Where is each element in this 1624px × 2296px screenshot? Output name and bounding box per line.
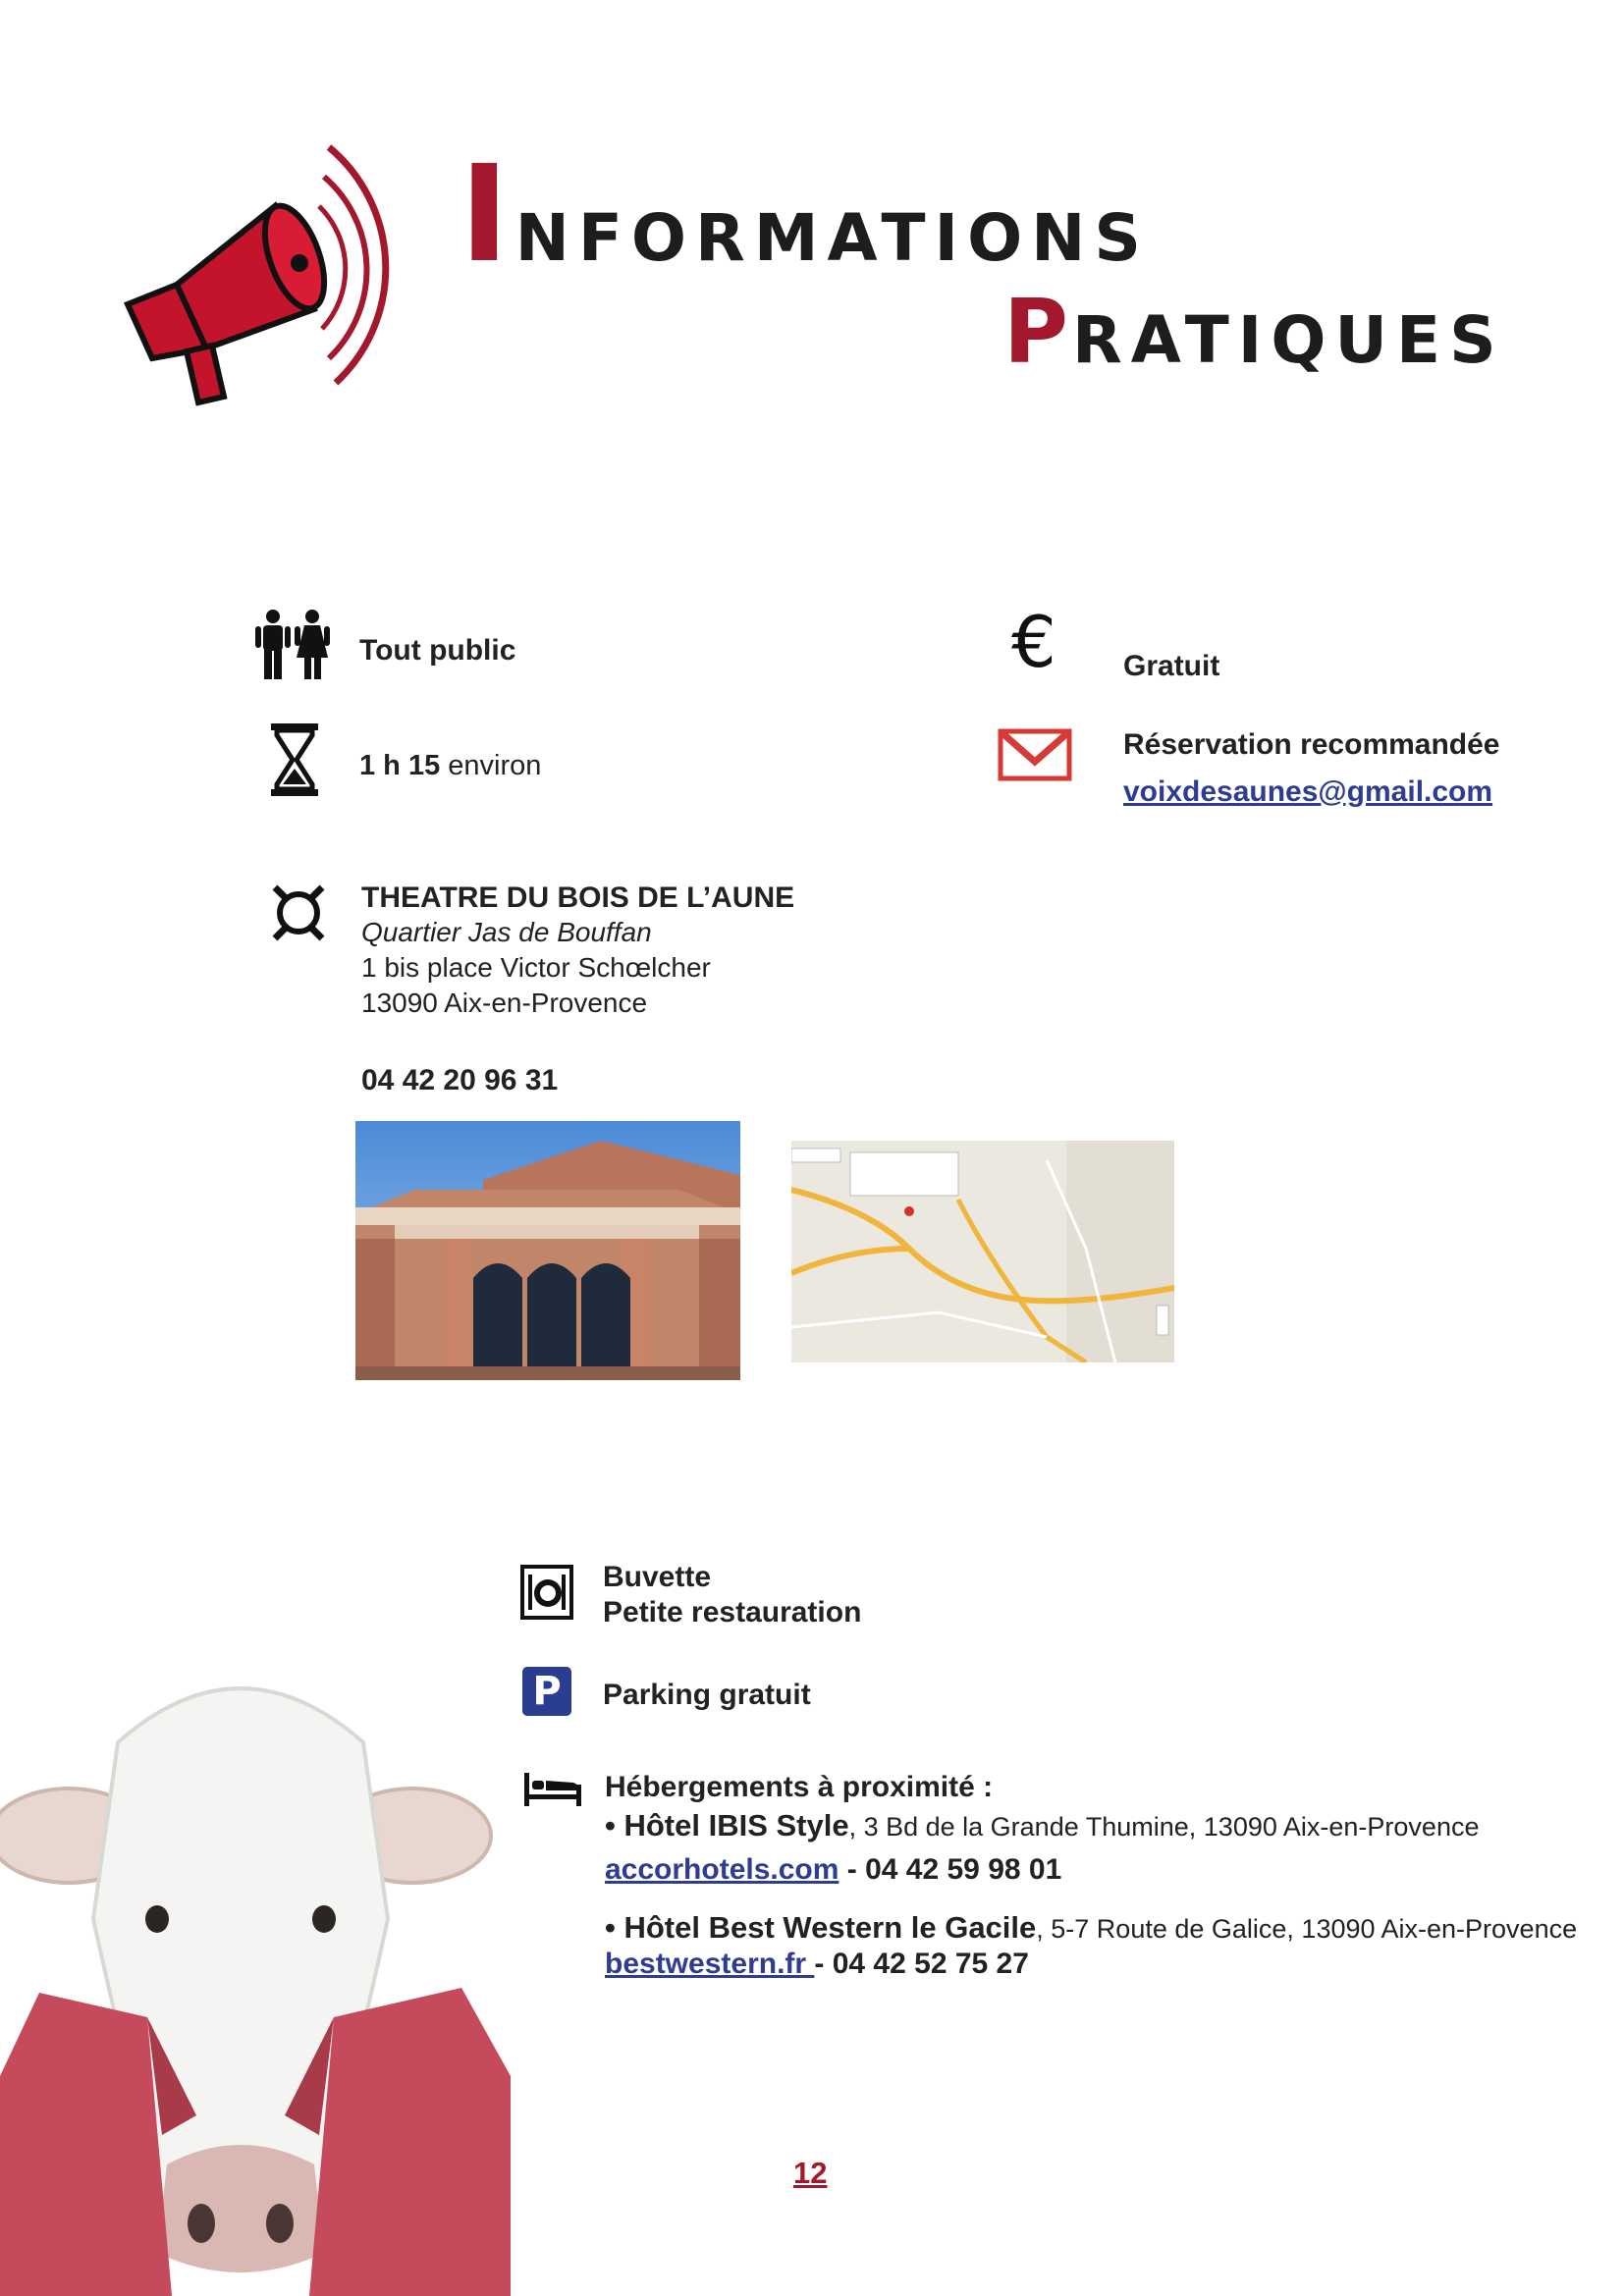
megaphone-icon: [118, 137, 432, 412]
people-icon: [253, 609, 334, 681]
parking-label: Parking gratuit: [603, 1679, 811, 1711]
parking-icon: P: [522, 1667, 571, 1716]
venue-city: 13090 Aix-en-Provence: [361, 988, 648, 1018]
food-label-2: Petite restauration: [603, 1596, 862, 1629]
hotel-2: [605, 1910, 1577, 1946]
price-label: Gratuit: [1123, 650, 1220, 682]
audience-label: Tout public: [359, 634, 516, 667]
page-title-line-1: INFORMATIONS: [460, 137, 1150, 293]
reservation-label: Réservation recommandée: [1123, 728, 1500, 761]
duration-text: 1 h 15 environ: [359, 750, 542, 781]
hourglass-icon: [271, 723, 318, 796]
venue-name: THEATRE DU BOIS DE L’AUNE: [361, 881, 795, 914]
theatre-photo: [355, 1121, 740, 1380]
hotel-2-address: , 5-7 Route de Galice, 13090 Aix-en-Provence: [1036, 1914, 1578, 1944]
hotel-1: [605, 1808, 1479, 1843]
hotel-1-phone: - 04 42 59 98 01: [839, 1853, 1062, 1886]
hotel-1-name: • Hôtel IBIS Style: [605, 1808, 849, 1842]
hotel-2-contact: [605, 1948, 1029, 1981]
hotel-1-contact: [605, 1853, 1061, 1887]
page-number: 12: [793, 2156, 828, 2190]
hotel-1-address: , 3 Bd de la Grande Thumine, 13090 Aix-en-Provence: [848, 1812, 1480, 1842]
hotel-2-phone: - 04 42 52 75 27: [814, 1948, 1029, 1980]
location-map[interactable]: [791, 1141, 1174, 1362]
food-label-1: Buvette: [603, 1561, 712, 1593]
hotel-1-link[interactable]: accorhotels.com: [605, 1853, 839, 1886]
page-title-line-2: PRATIQUES: [1003, 281, 1505, 384]
venue-street: 1 bis place Victor Schœlcher: [361, 952, 711, 983]
bed-icon: [524, 1773, 581, 1806]
venue-phone: 04 42 20 96 31: [361, 1064, 559, 1096]
food-icon: [520, 1565, 573, 1620]
mail-icon: [998, 728, 1072, 781]
venue-district: Quartier Jas de Bouffan: [361, 917, 652, 947]
email-link[interactable]: voixdesaunes@gmail.com: [1123, 775, 1493, 808]
euro-icon: €: [1011, 601, 1056, 683]
lodging-title: Hébergements à proximité :: [605, 1771, 994, 1803]
cow-illustration: [0, 1664, 511, 2296]
location-icon: [271, 883, 326, 942]
hotel-2-name: • Hôtel Best Western le Gacile: [605, 1910, 1037, 1945]
hotel-2-link[interactable]: bestwestern.fr: [605, 1948, 815, 1980]
